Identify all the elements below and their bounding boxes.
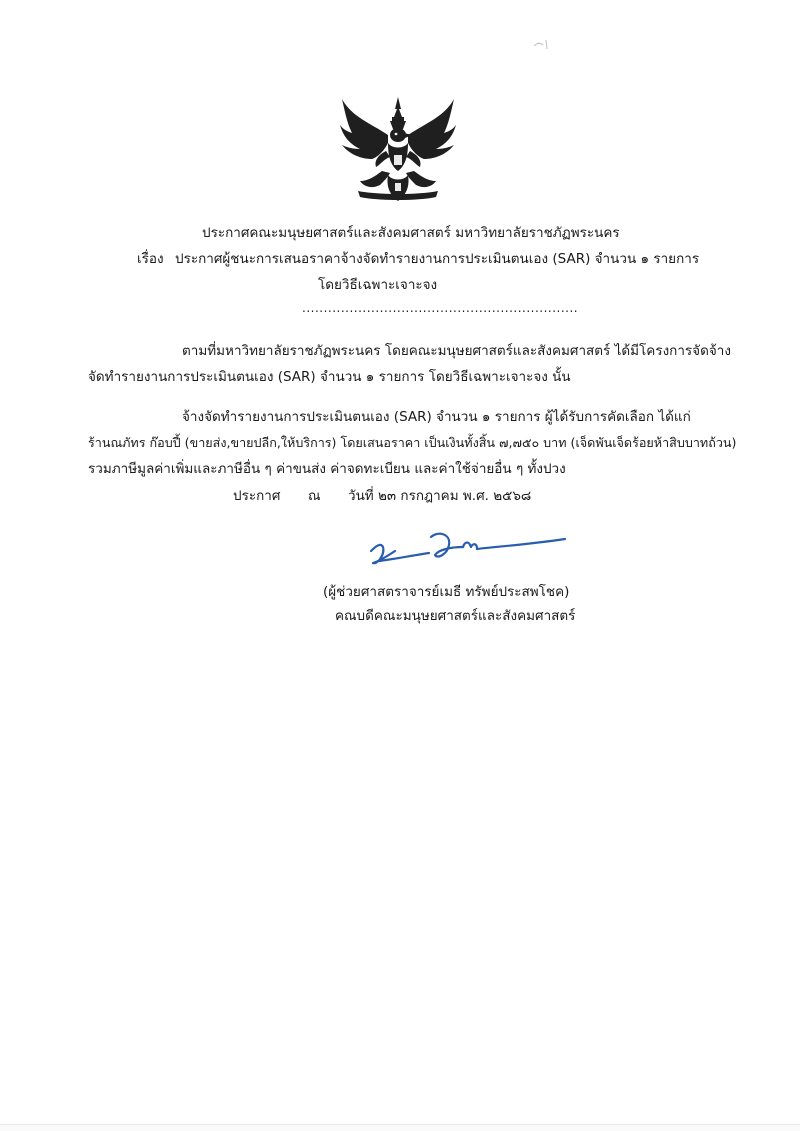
subject-text: ประกาศผู้ชนะการเสนอราคาจ้างจัดทำรายงานการประเมินตนเอง (SAR) จำนวน ๑ รายการ <box>175 251 700 267</box>
handwritten-signature <box>365 525 570 575</box>
subject-label: เรื่อง <box>137 251 164 267</box>
announce-date: วันที่ ๒๓ กรกฎาคม พ.ศ. ๒๕๖๘ <box>348 488 532 504</box>
paragraph-1-line-1: ตามที่มหาวิทยาลัยราชภัฏพระนคร โดยคณะมนุษยศาสตร์และสังคมศาสตร์ ได้มีโครงการจัดจ้าง <box>182 343 731 359</box>
paragraph-1-line-2: จัดทำรายงานการประเมินตนเอง (SAR) จำนวน ๑ รายการ โดยวิธีเฉพาะเจาะจง นั้น <box>88 369 571 385</box>
announce-label: ประกาศ <box>233 488 281 504</box>
scan-mark <box>533 38 555 50</box>
paragraph-2-line-2: ร้านณภัทร ก๊อบปี้ (ขายส่ง,ขายปลีก,ให้บริการ) โดยเสนอราคา เป็นเงินทั้งสิ้น ๗,๗๕๐ บาท (เจ็ดพันเจ็ดร้อยห้าสิบบาทถ้วน) <box>88 435 737 450</box>
paragraph-2-line-3: รวมภาษีมูลค่าเพิ่มและภาษีอื่น ๆ ค่าขนส่ง ค่าจดทะเบียน และค่าใช้จ่ายอื่น ๆ ทั้งปวง <box>88 461 566 477</box>
separator-dots: ................................................................ <box>302 301 579 315</box>
signatory-position: คณบดีคณะมนุษยศาสตร์และสังคมศาสตร์ <box>335 608 576 624</box>
subject-text-continued: โดยวิธีเฉพาะเจาะจง <box>318 277 438 293</box>
signatory-name: (ผู้ช่วยศาสตราจารย์เมธี ทรัพย์ประสพโชค) <box>323 584 570 600</box>
garuda-emblem-icon <box>338 95 458 207</box>
announce-at: ณ <box>308 488 321 504</box>
paragraph-2-line-1: จ้างจัดทำรายงานการประเมินตนเอง (SAR) จำนวน ๑ รายการ ผู้ได้รับการคัดเลือก ได้แก่ <box>182 409 691 425</box>
announcement-title: ประกาศคณะมนุษยศาสตร์และสังคมศาสตร์ มหาวิทยาลัยราชภัฏพระนคร <box>202 225 620 241</box>
